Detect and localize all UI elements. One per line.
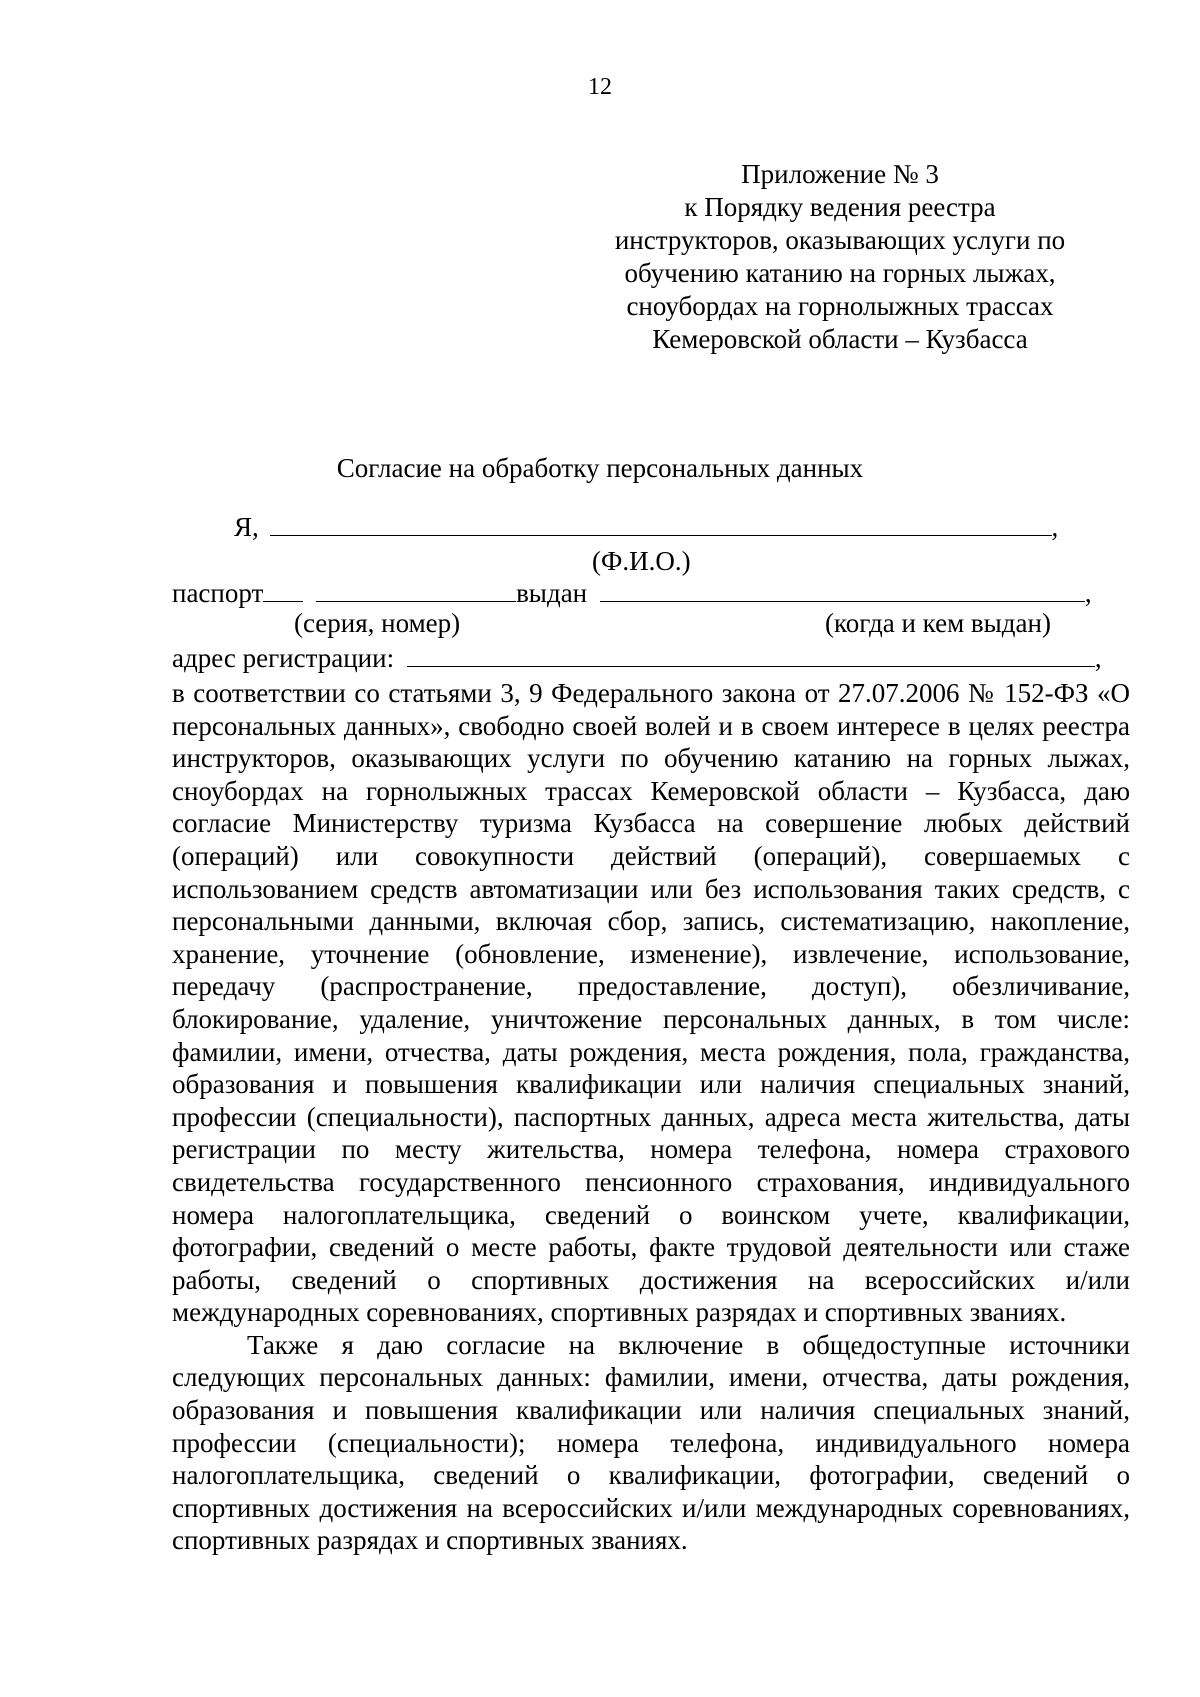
appendix-line: Кемеровской области – Кузбасса <box>652 324 1028 354</box>
series-caption: (серия, номер) <box>294 608 461 638</box>
appendix-header <box>590 158 1090 356</box>
comma: , <box>1051 512 1059 542</box>
address-label: адрес регистрации: <box>172 643 395 673</box>
passport-number-field[interactable] <box>316 577 516 602</box>
fio-row <box>234 511 1058 543</box>
fio-caption: (Ф.И.О.) <box>592 546 691 576</box>
appendix-line: обучению катанию на горных лыжах, <box>624 258 1056 288</box>
appendix-line: инструкторов, оказывающих услуги по <box>614 225 1066 255</box>
i-label: Я, <box>234 512 259 542</box>
comma: , <box>1094 643 1102 673</box>
consent-paragraph-public: Также я даю согласие на включение в общедоступные источники следующих персональных данных: фамилии, имени, отчества, даты рождения, образования и повышения квалификации или наличия специальных знаний, профессии (специальности); номера телефона, индивидуального номера налогоплательщика, сведений о квалификации, фотографии, сведений о спортивных достижения на всероссийских и/или международных соревнованиях, спортивных разрядах и спортивных званиях. <box>172 1329 1130 1556</box>
appendix-line: сноубордах на горнолыжных трассах <box>626 291 1054 321</box>
appendix-line: к Порядку ведения реестра <box>684 192 996 222</box>
page-number: 12 <box>588 74 612 100</box>
issued-label: выдан <box>516 578 588 608</box>
passport-row <box>172 577 1092 609</box>
address-row <box>172 642 1102 674</box>
document-title: Согласие на обработку персональных данных <box>336 453 864 483</box>
appendix-line: Приложение № 3 <box>741 159 939 189</box>
passport-label: паспорт <box>172 578 264 608</box>
address-field[interactable] <box>407 642 1095 667</box>
consent-paragraph: в соответствии со статьями 3, 9 Федерального закона от 27.07.2006 № 152-ФЗ «О персональных данных», свободно своей волей и в своем интересе в целях реестра инструкторов, оказывающих услуги по обучению катанию на горных лыжах, сноубордах на горнолыжных трассах Кемеровской области – Кузбасса, даю согласие Министерству туризма Кузбасса на совершение любых действий (операций) или совокупности действий (операций), совершаемых с использованием средств автоматизации или без использования таких средств, с персональными данными, включая сбор, запись, систематизацию, накопление, хранение, уточнение (обновление, изменение), извлечение, использование, передачу (распространение, предоставление, доступ), обезличивание, блокирование, удаление, уничтожение персональных данных, в том числе: фамилии, имени, отчества, даты рождения, места рождения, пола, гражданства, образования и повышения квалификации или наличия специальных знаний, профессии (специальности), паспортных данных, адреса места жительства, даты регистрации по месту жительства, номера телефона, номера страхового свидетельства государственного пенсионного страхования, индивидуального номера налогоплательщика, сведений о воинском учете, квалификации, фотографии, сведений о месте работы, факте трудовой деятельности или стаже работы, сведений о спортивных достижения на всероссийских и/или международных соревнованиях, спортивных разрядах и спортивных званиях. <box>172 678 1130 1328</box>
consent-body <box>172 677 1130 1557</box>
issued-caption: (когда и кем выдан) <box>825 608 1051 638</box>
passport-series-field[interactable] <box>263 577 303 602</box>
comma: , <box>1084 578 1092 608</box>
issued-by-field[interactable] <box>600 577 1085 602</box>
fio-field[interactable] <box>270 511 1052 536</box>
